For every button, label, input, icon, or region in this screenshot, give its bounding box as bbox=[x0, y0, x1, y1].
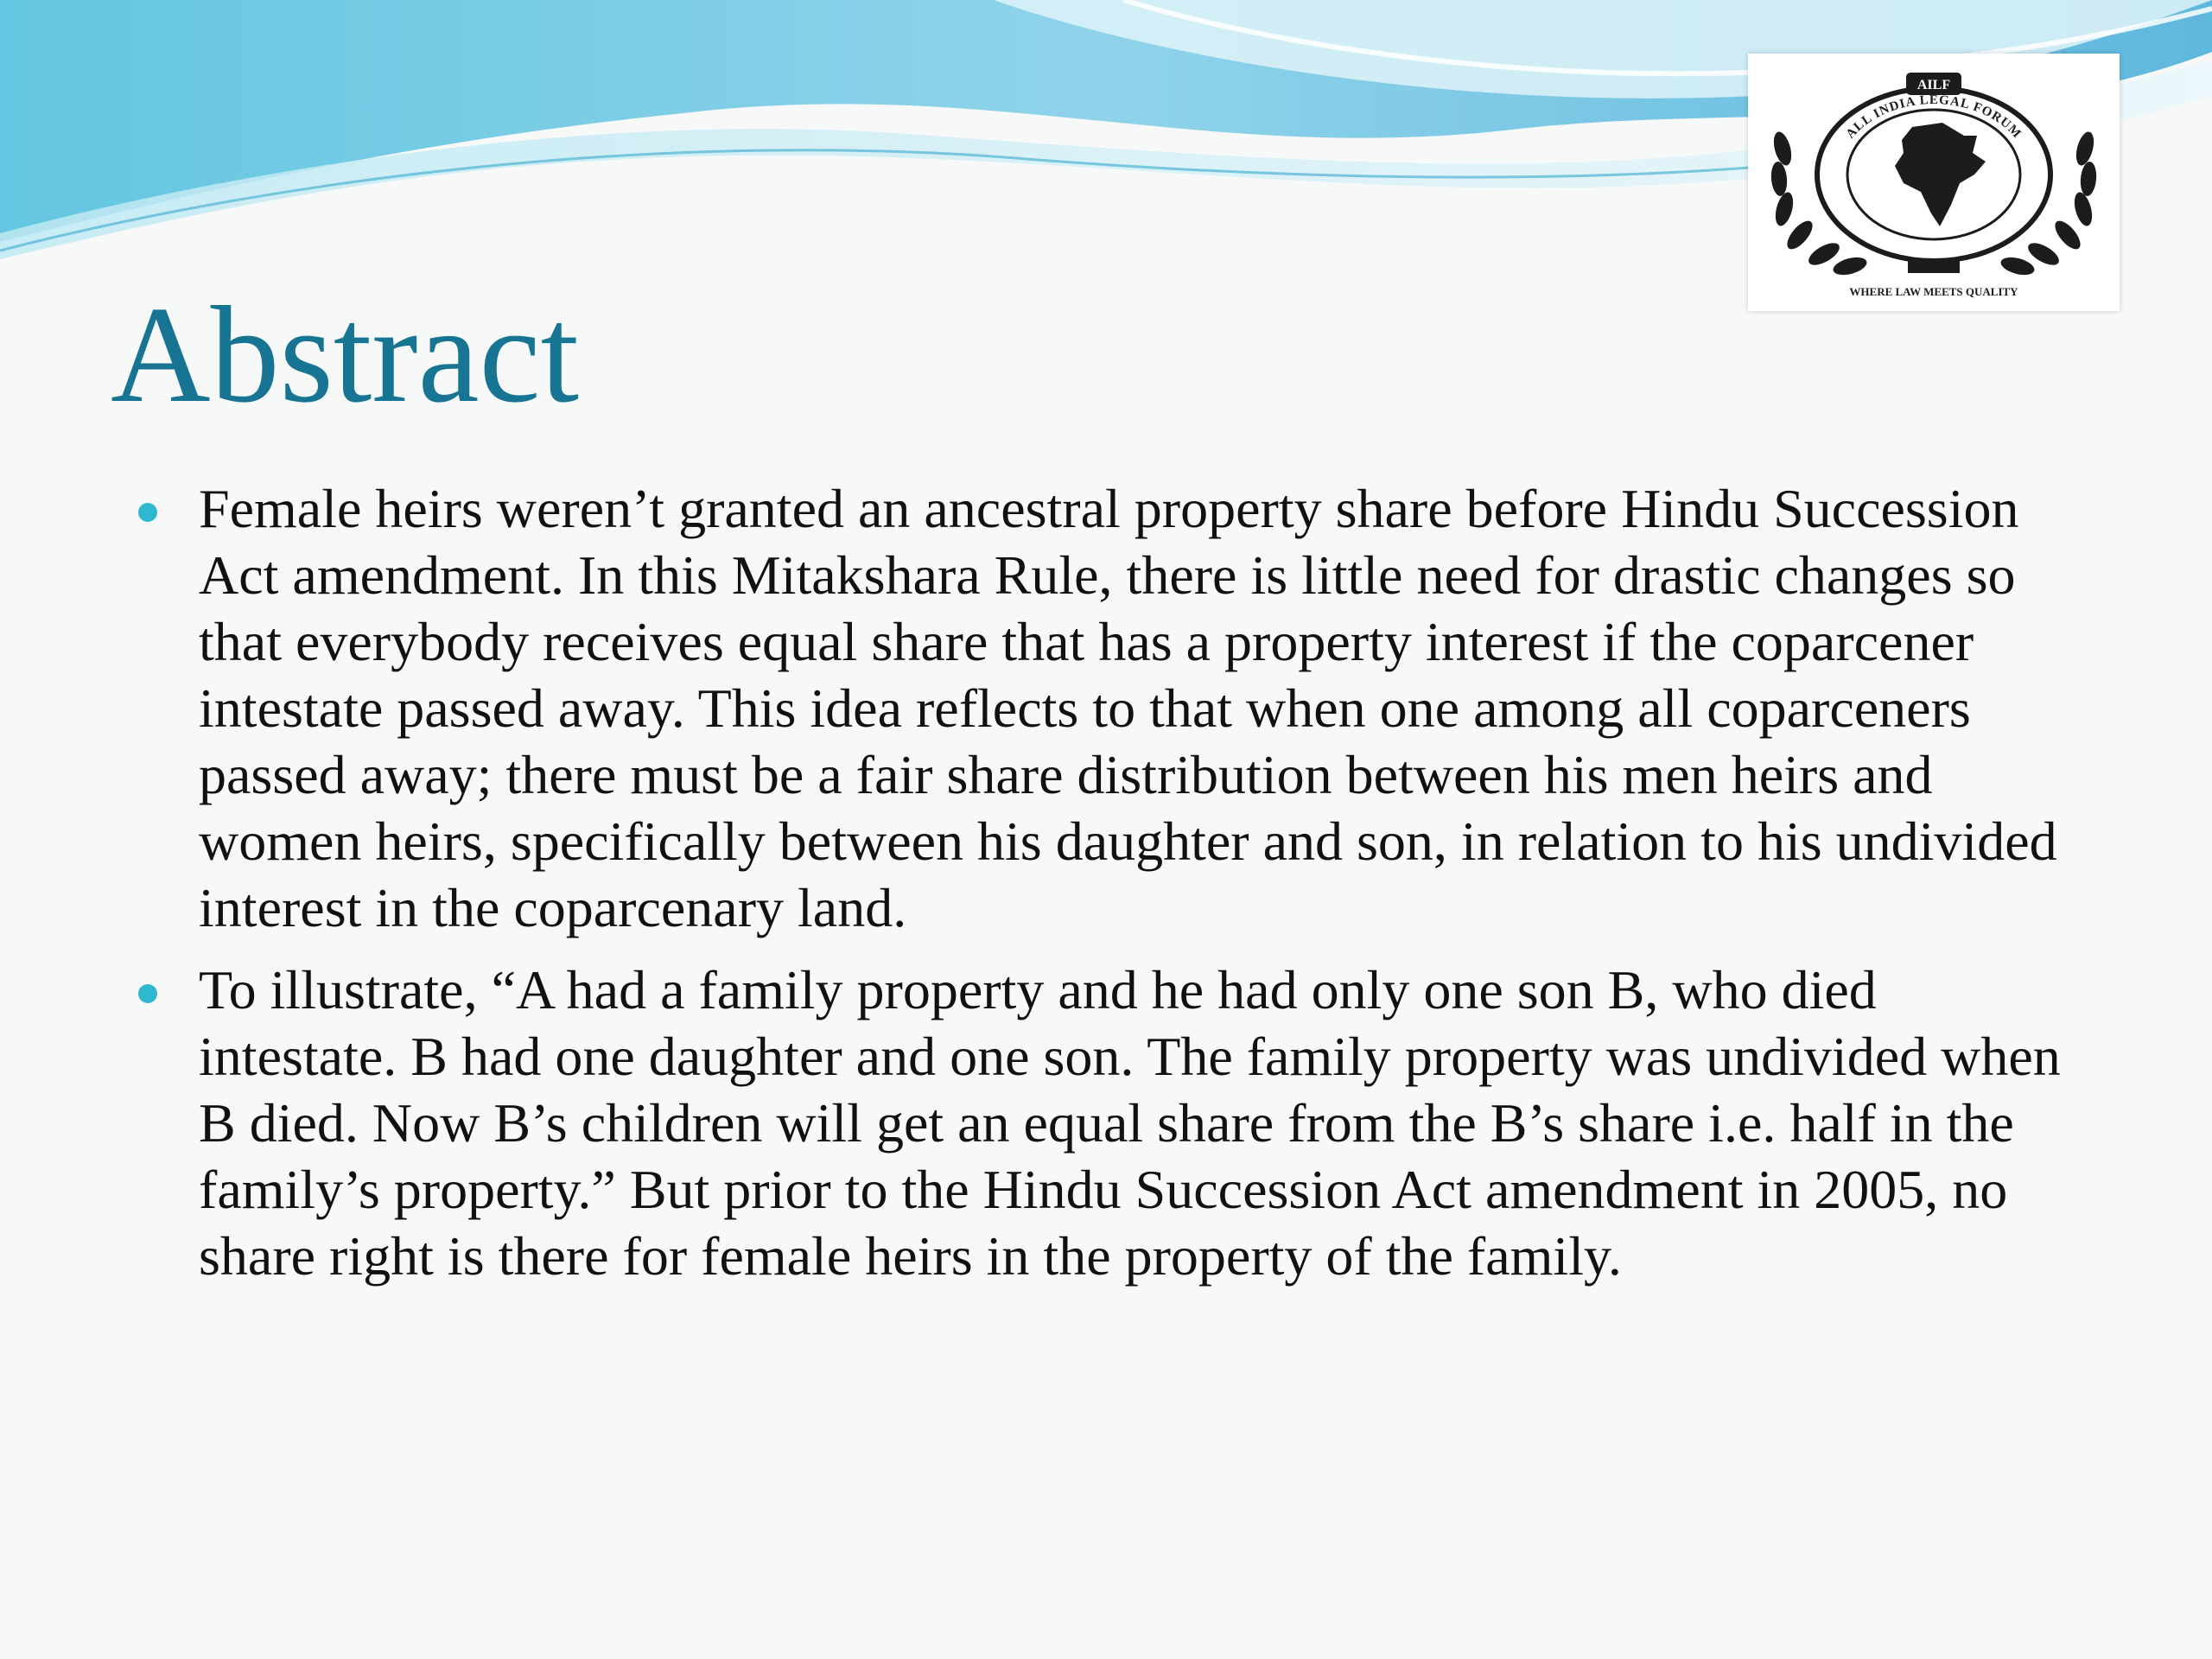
slide-title: Abstract bbox=[111, 277, 580, 431]
ailf-emblem bbox=[1748, 54, 2120, 311]
bullet-item bbox=[138, 957, 2074, 1289]
bullet-text: To illustrate, “A had a family property and he had only one son B, who died intestate. B had one daughter and one son. The family property was undivided when B died. Now B’s children will get an equal share from the B’s share i.e. half in the family’s property.” But prior to the Hindu Succession Act amendment in 2005, no share right is there for female heirs in the property of the family. bbox=[199, 959, 2061, 1287]
logo-abbr: AILF bbox=[1916, 78, 1951, 92]
bullet-item bbox=[138, 475, 2074, 941]
bullet-text: Female heirs weren’t granted an ancestral property share before Hindu Succession Act amendment. In this Mitakshara Rule, there is little need for drastic changes so that everybody receives equal share that has a property interest if the coparcener intestate passed away. This idea reflects to that when one among all coparceners passed away; there must be a fair share distribution between his men heirs and women heirs, specifically between his daughter and son, in relation to his undivided interest in the coparcenary land. bbox=[199, 478, 2057, 938]
logo-tagline: WHERE LAW MEETS QUALITY bbox=[1849, 285, 2018, 298]
bullet-list bbox=[138, 475, 2074, 1305]
bullet-dot-icon bbox=[138, 984, 157, 1003]
logo-name: ALL INDIA LEGAL FORUM bbox=[1843, 93, 2024, 142]
logo bbox=[1748, 54, 2120, 311]
bullet-dot-icon bbox=[138, 503, 157, 522]
